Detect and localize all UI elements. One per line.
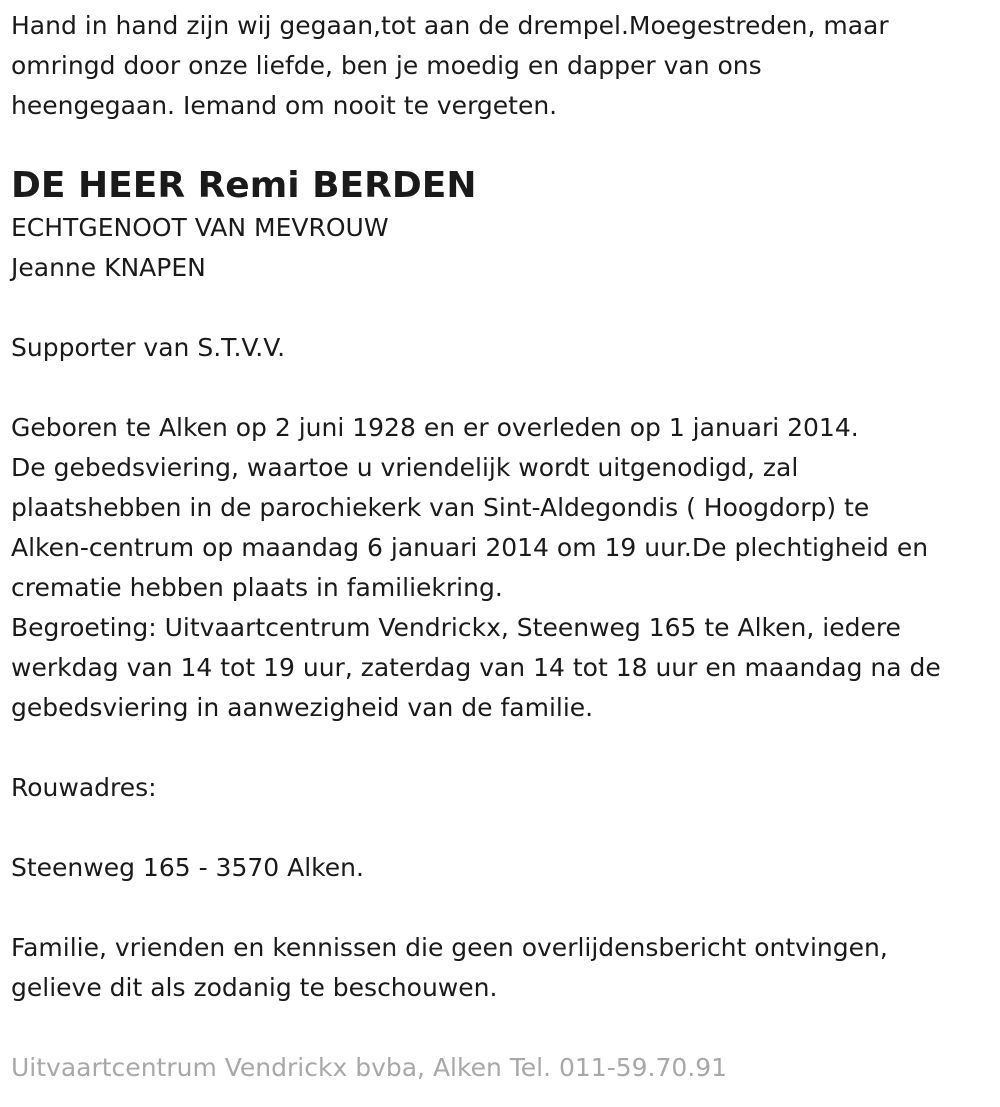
details-line: plaatshebben in de parochiekerk van Sint-Aldegondis ( Hoogdorp) te <box>11 493 870 522</box>
details-line: werkdag van 14 tot 19 uur, zaterdag van 14 tot 18 uur en maandag na de <box>11 653 941 682</box>
spacer <box>11 368 991 408</box>
spacer <box>11 728 991 768</box>
deceased-name: DE HEER Remi BERDEN <box>11 165 477 206</box>
supporter-line: Supporter van S.T.V.V. <box>11 333 286 362</box>
spacer <box>11 1008 991 1048</box>
details-line: Alken-centrum op maandag 6 januari 2014 om 19 uur.De plechtigheid en <box>11 533 929 562</box>
funeral-home-footer: Uitvaartcentrum Vendrickx bvba, Alken Tel. 011-59.70.91 <box>11 1053 728 1082</box>
spacer <box>11 808 991 848</box>
address-line: Steenweg 165 - 3570 Alken. <box>11 853 364 882</box>
details-line: Begroeting: Uitvaartcentrum Vendrickx, Steenweg 165 te Alken, iedere <box>11 613 901 642</box>
obituary-notice <box>11 6 991 1088</box>
closing-line: gelieve dit als zodanig te beschouwen. <box>11 973 498 1002</box>
spacer <box>11 888 991 928</box>
spouse-name: Jeanne KNAPEN <box>11 253 206 282</box>
details-line: crematie hebben plaats in familiekring. <box>11 573 503 602</box>
spacer <box>11 288 991 328</box>
details-line: De gebedsviering, waartoe u vriendelijk wordt uitgenodigd, zal <box>11 453 799 482</box>
intro-line: heengegaan. Iemand om nooit te vergeten. <box>11 91 558 120</box>
intro-line: Hand in hand zijn wij gegaan,tot aan de drempel.Moegestreden, maar <box>11 11 889 40</box>
address-label: Rouwadres: <box>11 773 157 802</box>
details-line: gebedsviering in aanwezigheid van de familie. <box>11 693 594 722</box>
closing-line: Familie, vrienden en kennissen die geen overlijdensbericht ontvingen, <box>11 933 888 962</box>
relation-line: ECHTGENOOT VAN MEVROUW <box>11 213 389 242</box>
intro-line: omringd door onze liefde, ben je moedig en dapper van ons <box>11 51 762 80</box>
details-line: Geboren te Alken op 2 juni 1928 en er overleden op 1 januari 2014. <box>11 413 859 442</box>
